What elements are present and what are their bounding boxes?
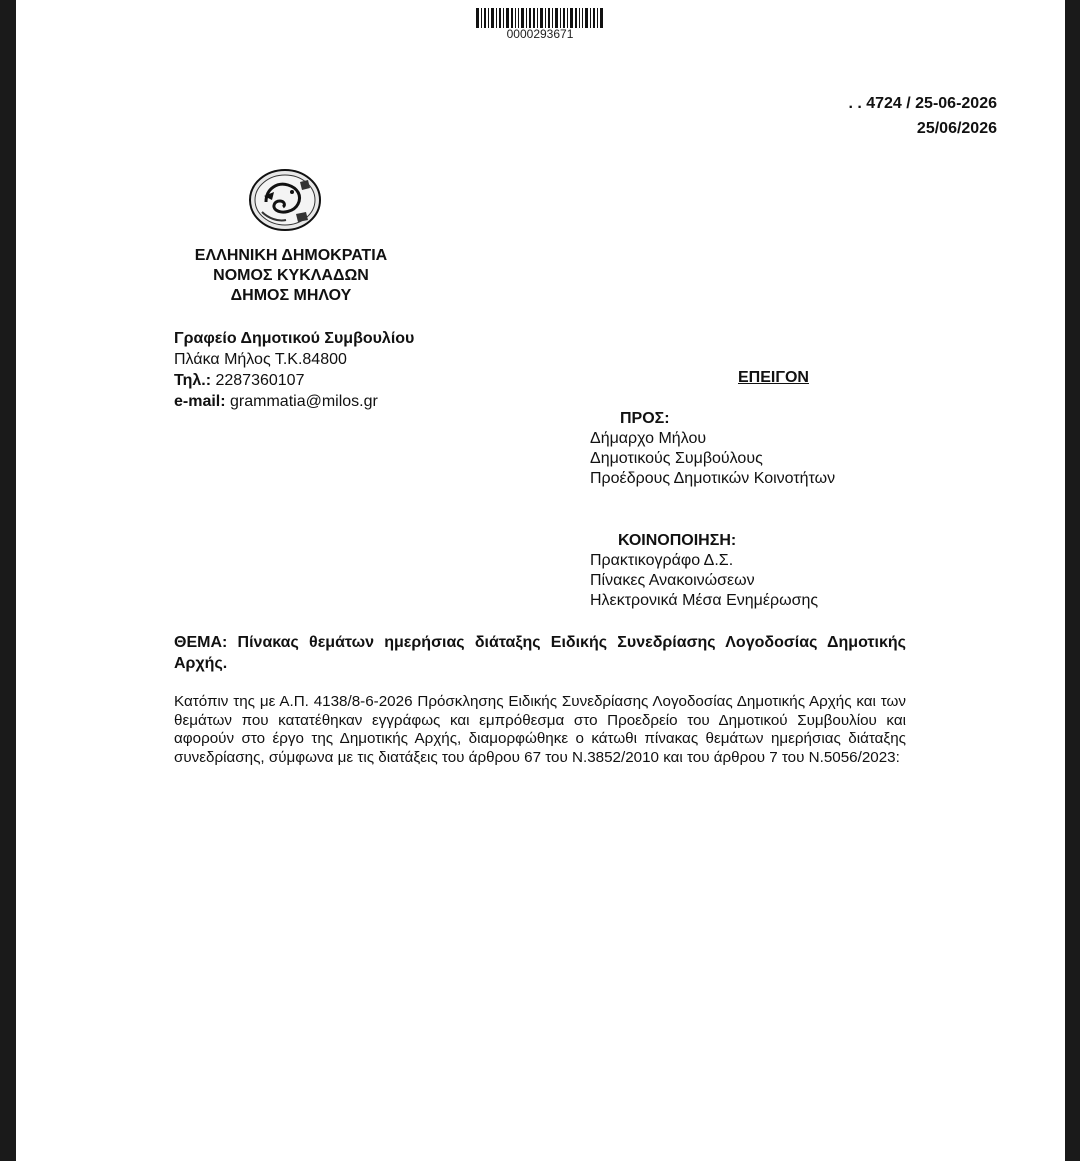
email-value: grammatia@milos.gr [225,393,378,410]
recipient-item: Δημοτικούς Συμβούλους [590,450,763,467]
document-date: 25/06/2026 [916,120,997,137]
reference-block [848,91,997,141]
office-details [174,328,414,412]
cc-item: Ηλεκτρονικά Μέσα Ενημέρωσης [590,592,819,609]
urgent-label: ΕΠΕΙΓΟΝ [738,369,809,386]
recipient-item: Προέδρους Δημοτικών Κοινοτήτων [590,470,836,487]
subject-line: ΘΕΜΑ: Πίνακας θεμάτων ημερήσιας διάταξης Ειδικής Συνεδρίασης Λογοδοσίας Δημοτικής Αρχής. [174,634,906,672]
cc-item: Πρακτικογράφο Δ.Σ. [590,552,734,569]
office-phone [174,370,414,391]
recipient-item: Δήμαρχο Μήλου [590,430,707,447]
office-name: Γραφείο Δημοτικού Συμβουλίου [174,330,415,347]
document-page [16,0,1065,1161]
barcode-number: 0000293671 [506,27,574,41]
recipients-label: ΠΡΟΣ: [620,410,670,427]
cc-block [590,531,818,611]
header-prefecture: ΝΟΜΟΣ ΚΥΚΛΑΔΩΝ [213,267,369,284]
cc-label: ΚΟΙΝΟΠΟΙΗΣΗ: [618,532,737,549]
municipal-coin-seal-icon [248,168,322,232]
phone-value: 2287360107 [211,372,305,389]
office-email [174,391,414,412]
issuer-header [166,246,416,306]
header-municipality: ΔΗΜΟΣ ΜΗΛΟΥ [230,287,352,304]
body-paragraph: Κατόπιν της με Α.Π. 4138/8-6-2026 Πρόσκλησης Ειδικής Συνεδρίασης Λογοδοσίας Δημοτικής Αρχής και των θεμάτων που κατατέθηκαν εγγράφως και εμπρόθεσμα στο Προεδρείο του Δημοτικού Συμβουλίου και αφορούν στο έργο της Δημοτικής Αρχής, διαμορφώθηκε ο κάτωθι πίνακας θεμάτων ημερήσιας διάταξης συνεδρίασης, σύμφωνα με τις διατάξεις του άρθρου 67 του Ν.3852/2010 και του άρθρου 7 του Ν.5056/2023: [174,693,906,766]
header-republic: ΕΛΛΗΝΙΚΗ ΔΗΜΟΚΡΑΤΙΑ [194,247,388,264]
recipients-block [590,409,835,489]
office-address: Πλάκα Μήλος Τ.Κ.84800 [174,351,347,368]
email-label: e-mail: [174,393,226,410]
protocol-number: . . 4724 / 25-06-2026 [848,95,997,112]
phone-label: Τηλ.: [174,372,212,389]
cc-item: Πίνακες Ανακοινώσεων [590,572,755,589]
barcode-icon [476,8,604,28]
